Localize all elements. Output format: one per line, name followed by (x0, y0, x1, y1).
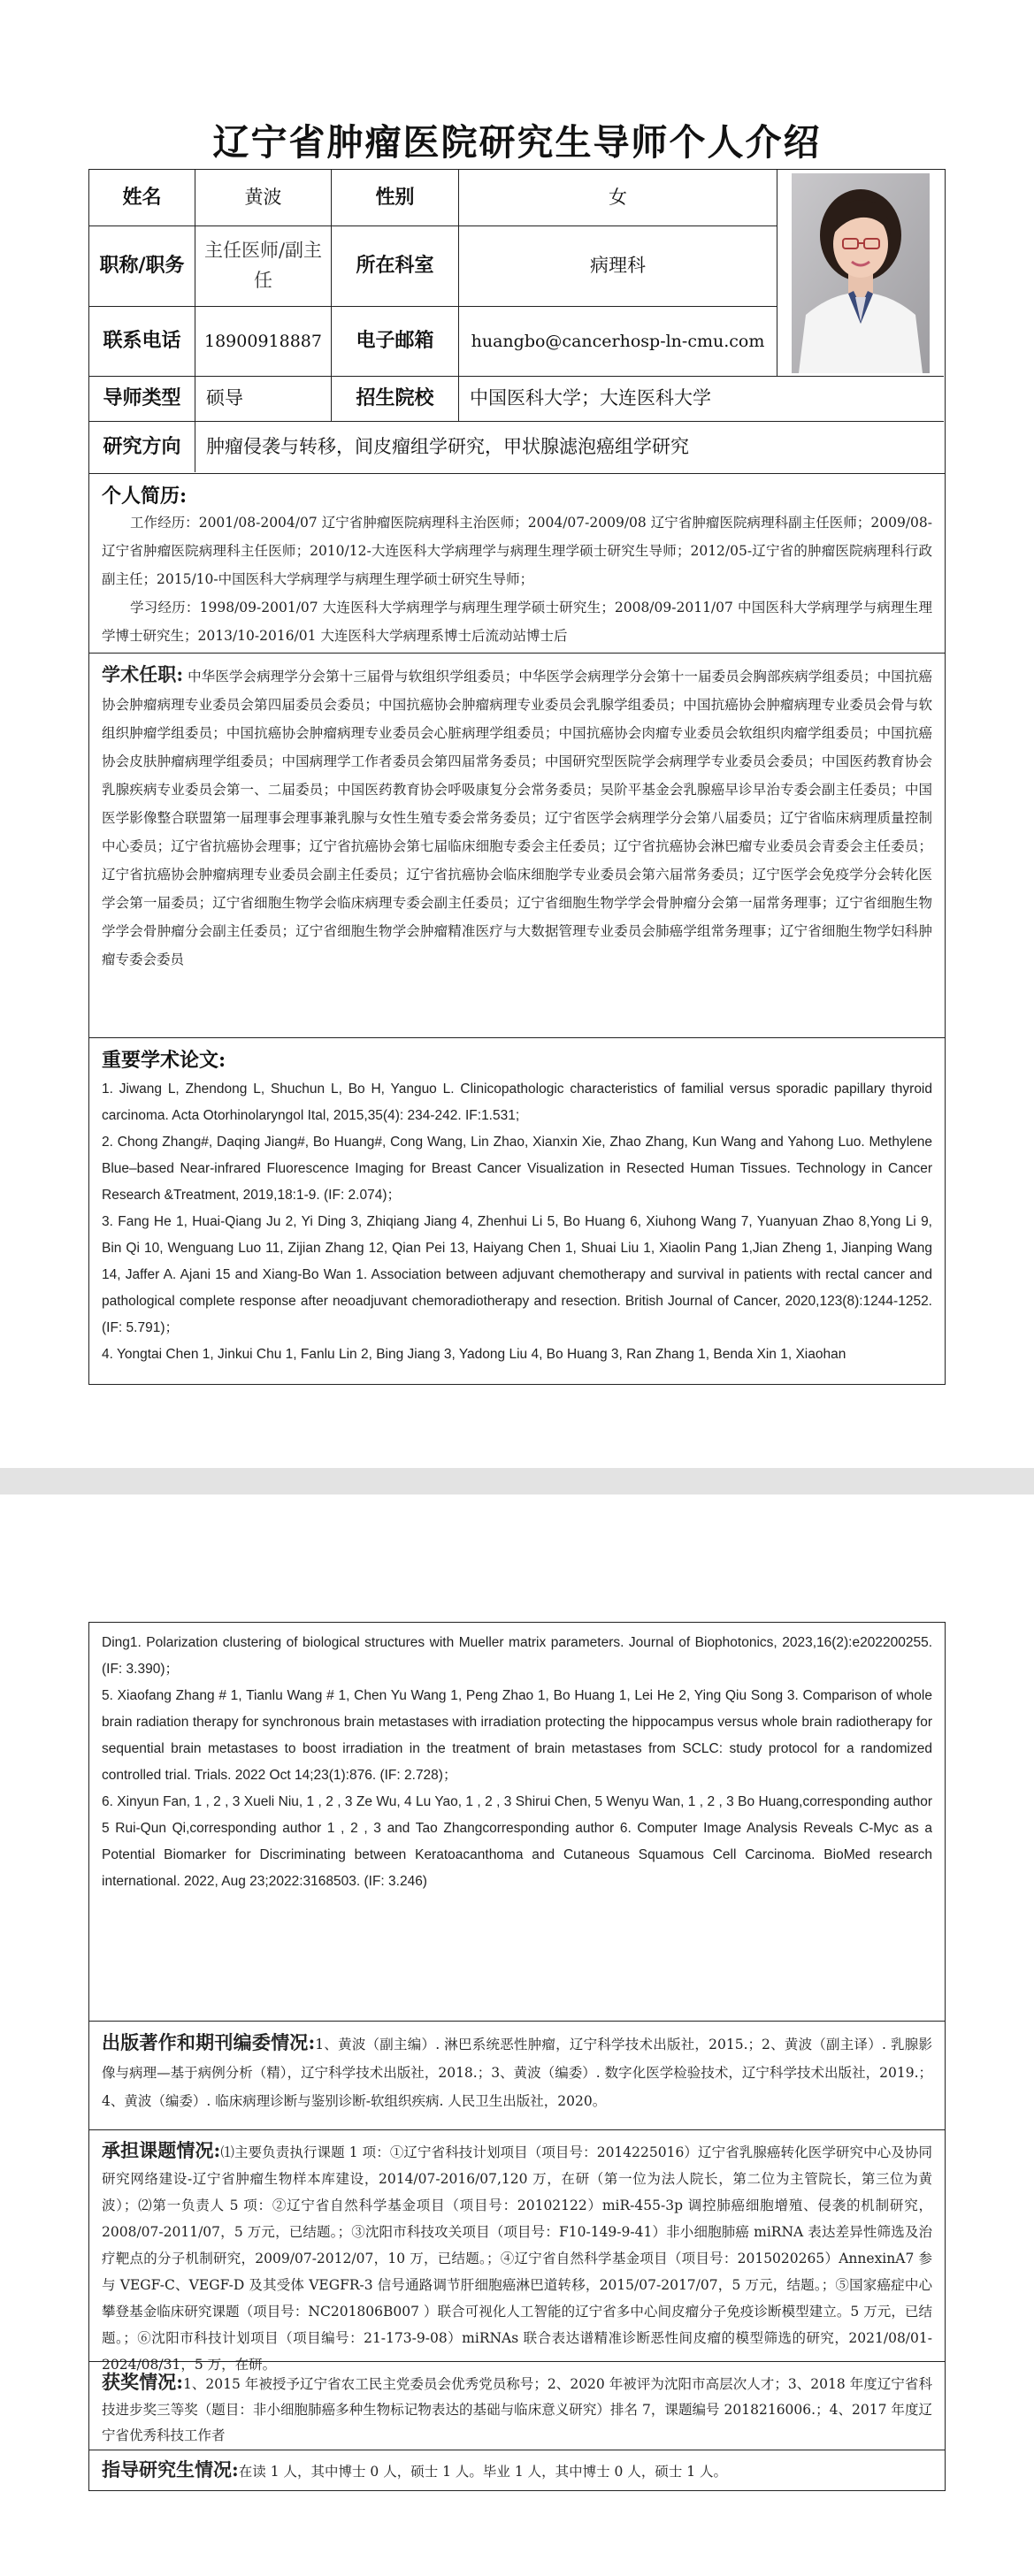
name-value: 黄波 (195, 170, 332, 226)
paper-item: 6. Xinyun Fan, 1 , 2 , 3 Xueli Niu, 1 , 2 , 3 Ze Wu, 4 Lu Yao, 1 , 2 , 3 Shirui Chen, 5 Wenyu Wan, 1 , 2 , 3 Bo Huang,corresponding author 5 Rui-Qun Qi,corresponding author 1 , 2 , 3 and Tao Zhangcorresponding author 6. Computer Image Analysis Reveals C-Myc as a Potential Biomarker for Discriminating between Keratoacanthoma and Cutaneous Squamous Cell Carcinoma. BioMed research international. 2022, Aug 23;2022:3168503. (IF: 3.246) (102, 1794, 932, 1889)
resume-section (88, 474, 946, 654)
profile-photo (792, 173, 930, 373)
phone-label: 联系电话 (89, 307, 195, 377)
research-label: 研究方向 (89, 422, 195, 472)
research-value: 肿瘤侵袭与转移，间皮瘤组学研究，甲状腺滤泡癌组学研究 (206, 435, 689, 457)
academic-title: 学术任职: (102, 663, 184, 685)
page-title: 辽宁省肿瘤医院研究生导师个人介绍 (212, 121, 822, 164)
dept-label: 所在科室 (332, 226, 459, 307)
paper-item: 4. Yongtai Chen 1, Jinkui Chu 1, Fanlu Lin 2, Bing Jiang 3, Yadong Liu 4, Bo Huang 3, Ran Zhang 1, Benda Xin 1, Xiaohan (102, 1347, 846, 1362)
papers-section (88, 1038, 946, 1385)
projects-section (88, 2130, 946, 2373)
publications-text: 1、黄波（副主编）. 淋巴系统恶性肿瘤，辽宁科学技术出版社，2015.；2、黄波（副主译）. 乳腺影像与病理—基于病例分析（精），辽宁科学技术出版社，2018.；3、黄波（编委）. 数字化医学检验技术，辽宁科学技术出版社，2019.；4、黄波（编委）. 临床病理诊断与鉴别诊断-软组织疾病. 人民卫生出版社，2020。 (102, 2037, 932, 2109)
projects-text: ⑴主要负责执行课题 1 项：①辽宁省科技计划项目（项目号：2014225016）辽宁省乳腺癌转化医学研究中心及协同研究网络建设-辽宁省肿瘤生物样本库建设，2014/07-2016/07,120 万，在研（第一位为法人院长，第二位为主管院长，第三位为黄波）；⑵第一负责人 5 项：②辽宁省自然科学基金项目（项目号：20102122）miR-455-3p 调控肺癌细胞增殖、侵袭的机制研究，2008/07-2011/07，5 万元，已结题。；③沈阳市科技攻关项目（项目号：F10-149-9-41）非小细胞肺癌 miRNA 表达差异性筛选及治疗靶点的分子机制研究，2009/07-2012/07，10 万，已结题。；④辽宁省自然科学基金项目（项目号：2015020265）AnnexinA7 参与 VEGF-C、VEGF-D 及其受体 VEGFR-3 信号通路调节肝细胞癌淋巴道转移，2015/07-2017/07，5 万元，结题。；⑤国家癌症中心攀登基金临床研究课题（项目号：NC201806B007 ）联合可视化人工智能的辽宁省多中心间皮瘤分子免疫诊断模型建立。5 万元，已结题。；⑥沈阳市科技计划项目（项目编号：21-173-9-08）miRNAs 联合表达谱精准诊断恶性间皮瘤的模型筛选的研究，2021/08/01-2024/08/31，5 万，在研。 (102, 2144, 932, 2373)
email-value: huangbo@cancerhosp-ln-cmu.com (459, 307, 777, 377)
awards-text: 1、2015 年被授予辽宁省农工民主党委员会优秀党员称号；2、2020 年被评为沈阳市高层次人才；3、2018 年度辽宁省科技进步奖三等奖（题目：非小细胞肺癌多种生物标记物表达的基础与临床意义研究）排名 7，课题编号 2018216006.；4、2017 年度辽宁省优秀科技工作者 (102, 2376, 932, 2443)
paper-item: 2. Chong Zhang#, Daqing Jiang#, Bo Huang#, Cong Wang, Lin Zhao, Xianxin Xie, Zhao Zhang, Kun Wang and Yahong Luo. Methylene Blue–based Near-infrared Fluorescence Imaging for Breast Cancer Visualization in Resected Human Tissues. Technology in Cancer Research &Treatment, 2019,18:1-9. (IF: 2.074)； (102, 1135, 932, 1203)
gender-value: 女 (459, 170, 777, 226)
resume-work: 工作经历：2001/08-2004/07 辽宁省肿瘤医院病理科主治医师；2004/07-2009/08 辽宁省肿瘤医院病理科副主任医师；2009/08-辽宁省肿瘤医院病理科主任医师；2010/12-大连医科大学病理学与病理生理学硕士研究生导师；2012/05-辽宁省的肿瘤医院病理科行政副主任；2015/10-中国医科大学病理学与病理生理学硕士研究生导师； (102, 515, 932, 587)
title-label: 职称/职务 (89, 226, 195, 307)
school-value: 中国医科大学；大连医科大学 (459, 377, 944, 422)
name-label: 姓名 (89, 170, 195, 226)
awards-section (88, 2362, 946, 2450)
profile-table (88, 169, 946, 474)
projects-title: 承担课题情况: (102, 2139, 221, 2161)
paper-item: 1. Jiwang L, Zhendong L, Shuchun L, Bo H, Yanguo L. Clinicopathologic characteristics of familial versus sporadic papillary thyroid carcinoma. Acta Otorhinolaryngol Ital, 2015,35(4): 234-242. IF:1.531; (102, 1082, 932, 1123)
phone-value: 18900918887 (195, 307, 332, 377)
document-page-2 (0, 1494, 1034, 2576)
gender-label: 性别 (332, 170, 459, 226)
students-section (88, 2450, 946, 2491)
publications-section (88, 2022, 946, 2130)
academic-text: 中华医学会病理学分会第十三届骨与软组织学组委员；中华医学会病理学分会第十一届委员会胸部疾病学组委员；中国抗癌协会肿瘤病理专业委员会第四届委员会委员；中国抗癌协会肿瘤病理专业委员会乳腺学组委员；中国抗癌协会肿瘤病理专业委员会骨与软组织肿瘤学组委员；中国抗癌协会肿瘤病理专业委员会心脏病理学组委员；中国抗癌协会肉瘤专业委员会软组织肉瘤学组委员；中国抗癌协会皮肤肿瘤病理学组委员；中国病理学工作者委员会第四届常务委员；中国研究型医院学会病理学专业委员会委员；中国医药教育协会乳腺疾病专业委员会第一、二届委员；中国医药教育协会呼吸康复分会常务委员；吴阶平基金会乳腺癌早诊早治专委会副主任委员；中国医学影像整合联盟第一届理事会理事兼乳腺与女性生殖专委会常务委员；辽宁省医学会病理学分会第八届委员；辽宁省临床病理质量控制中心委员；辽宁省抗癌协会理事；辽宁省抗癌协会第七届临床细胞专委会主任委员；辽宁省抗癌协会淋巴瘤专业委员会青委会主任委员；辽宁省抗癌协会肿瘤病理专业委员会副主任委员；辽宁省抗癌协会临床细胞学专业委员会第六届常务委员；辽宁医学会免疫学分会转化医学会第一届委员；辽宁省细胞生物学会临床病理专委会副主任委员；辽宁省细胞生物学学会骨肿瘤分会第一届常务理事；辽宁省细胞生物学学会骨肿瘤分会副主任委员；辽宁省细胞生物学会肿瘤精准医疗与大数据管理专业委员会肺癌学组常务理事；辽宁省细胞生物学妇科肿瘤专委会委员 (102, 669, 932, 967)
awards-title: 获奖情况: (102, 2371, 183, 2393)
resume-title: 个人简历: (102, 485, 188, 508)
school-label: 招生院校 (332, 377, 459, 422)
dept-value: 病理科 (459, 226, 777, 307)
profile-photo-cell (777, 170, 944, 377)
papers-continued-section (88, 1622, 946, 2022)
mentor-type-label: 导师类型 (89, 377, 195, 422)
students-title: 指导研究生情况: (102, 2458, 239, 2480)
paper-item: 5. Xiaofang Zhang # 1, Tianlu Wang # 1, Chen Yu Wang 1, Peng Zhao 1, Bo Huang 1, Lei He 2, Ying Qiu Song 3. Comparison of whole brain radiation therapy for synchronous brain metastases with irradiation protecting the hippocampus versus whole brain radiotherapy for sequential brain metastases to boost irradiation in the treatment of brain metastases from SCLC: study protocol for a randomized controlled trial. Trials. 2022 Oct 14;23(1):876. (IF: 2.728)； (102, 1688, 932, 1783)
email-label: 电子邮箱 (332, 307, 459, 377)
paper-item: Ding1. Polarization clustering of biological structures with Mueller matrix parameters. Journal of Biophotonics, 2023,16(2):e202200255. (IF: 3.390)； (102, 1635, 932, 1677)
papers-title: 重要学术论文: (102, 1049, 226, 1072)
academic-section (88, 654, 946, 1038)
title-value: 主任医师/副主任 (195, 226, 332, 307)
publications-title: 出版著作和期刊编委情况: (102, 2031, 316, 2053)
students-text: 在读 1 人，其中博士 0 人，硕士 1 人。毕业 1 人，其中博士 0 人，硕士 1 人。 (238, 2464, 728, 2480)
mentor-type-value: 硕导 (195, 377, 332, 422)
paper-item: 3. Fang He 1, Huai-Qiang Ju 2, Yi Ding 3, Zhiqiang Jiang 4, Zhenhui Li 5, Bo Huang 6, Xiuhong Wang 7, Yuanyuan Zhao 8,Yong Li 9, Bin Qi 10, Wenguang Luo 11, Zijian Zhang 12, Qian Pei 13, Haiyang Chen 1, Shuai Liu 1, Xiaolin Pang 1,Jian Zheng 1, Jianping Wang 14, Jaffer A. Ajani 15 and Xiang-Bo Wan 1. Association between adjuvant chemotherapy and survival in patients with rectal cancer and pathological complete response after neoadjuvant chemoradiotherapy and resection. British Journal of Cancer, 2020,123(8):1244-1252. (IF: 5.791)； (102, 1214, 932, 1335)
page-separator (0, 1468, 1034, 1494)
resume-study: 学习经历：1998/09-2001/07 大连医科大学病理学与病理生理学硕士研究生；2008/09-2011/07 中国医科大学病理学与病理生理学博士研究生；2013/10-2016/01 大连医科大学病理系博士后流动站博士后 (102, 600, 932, 644)
